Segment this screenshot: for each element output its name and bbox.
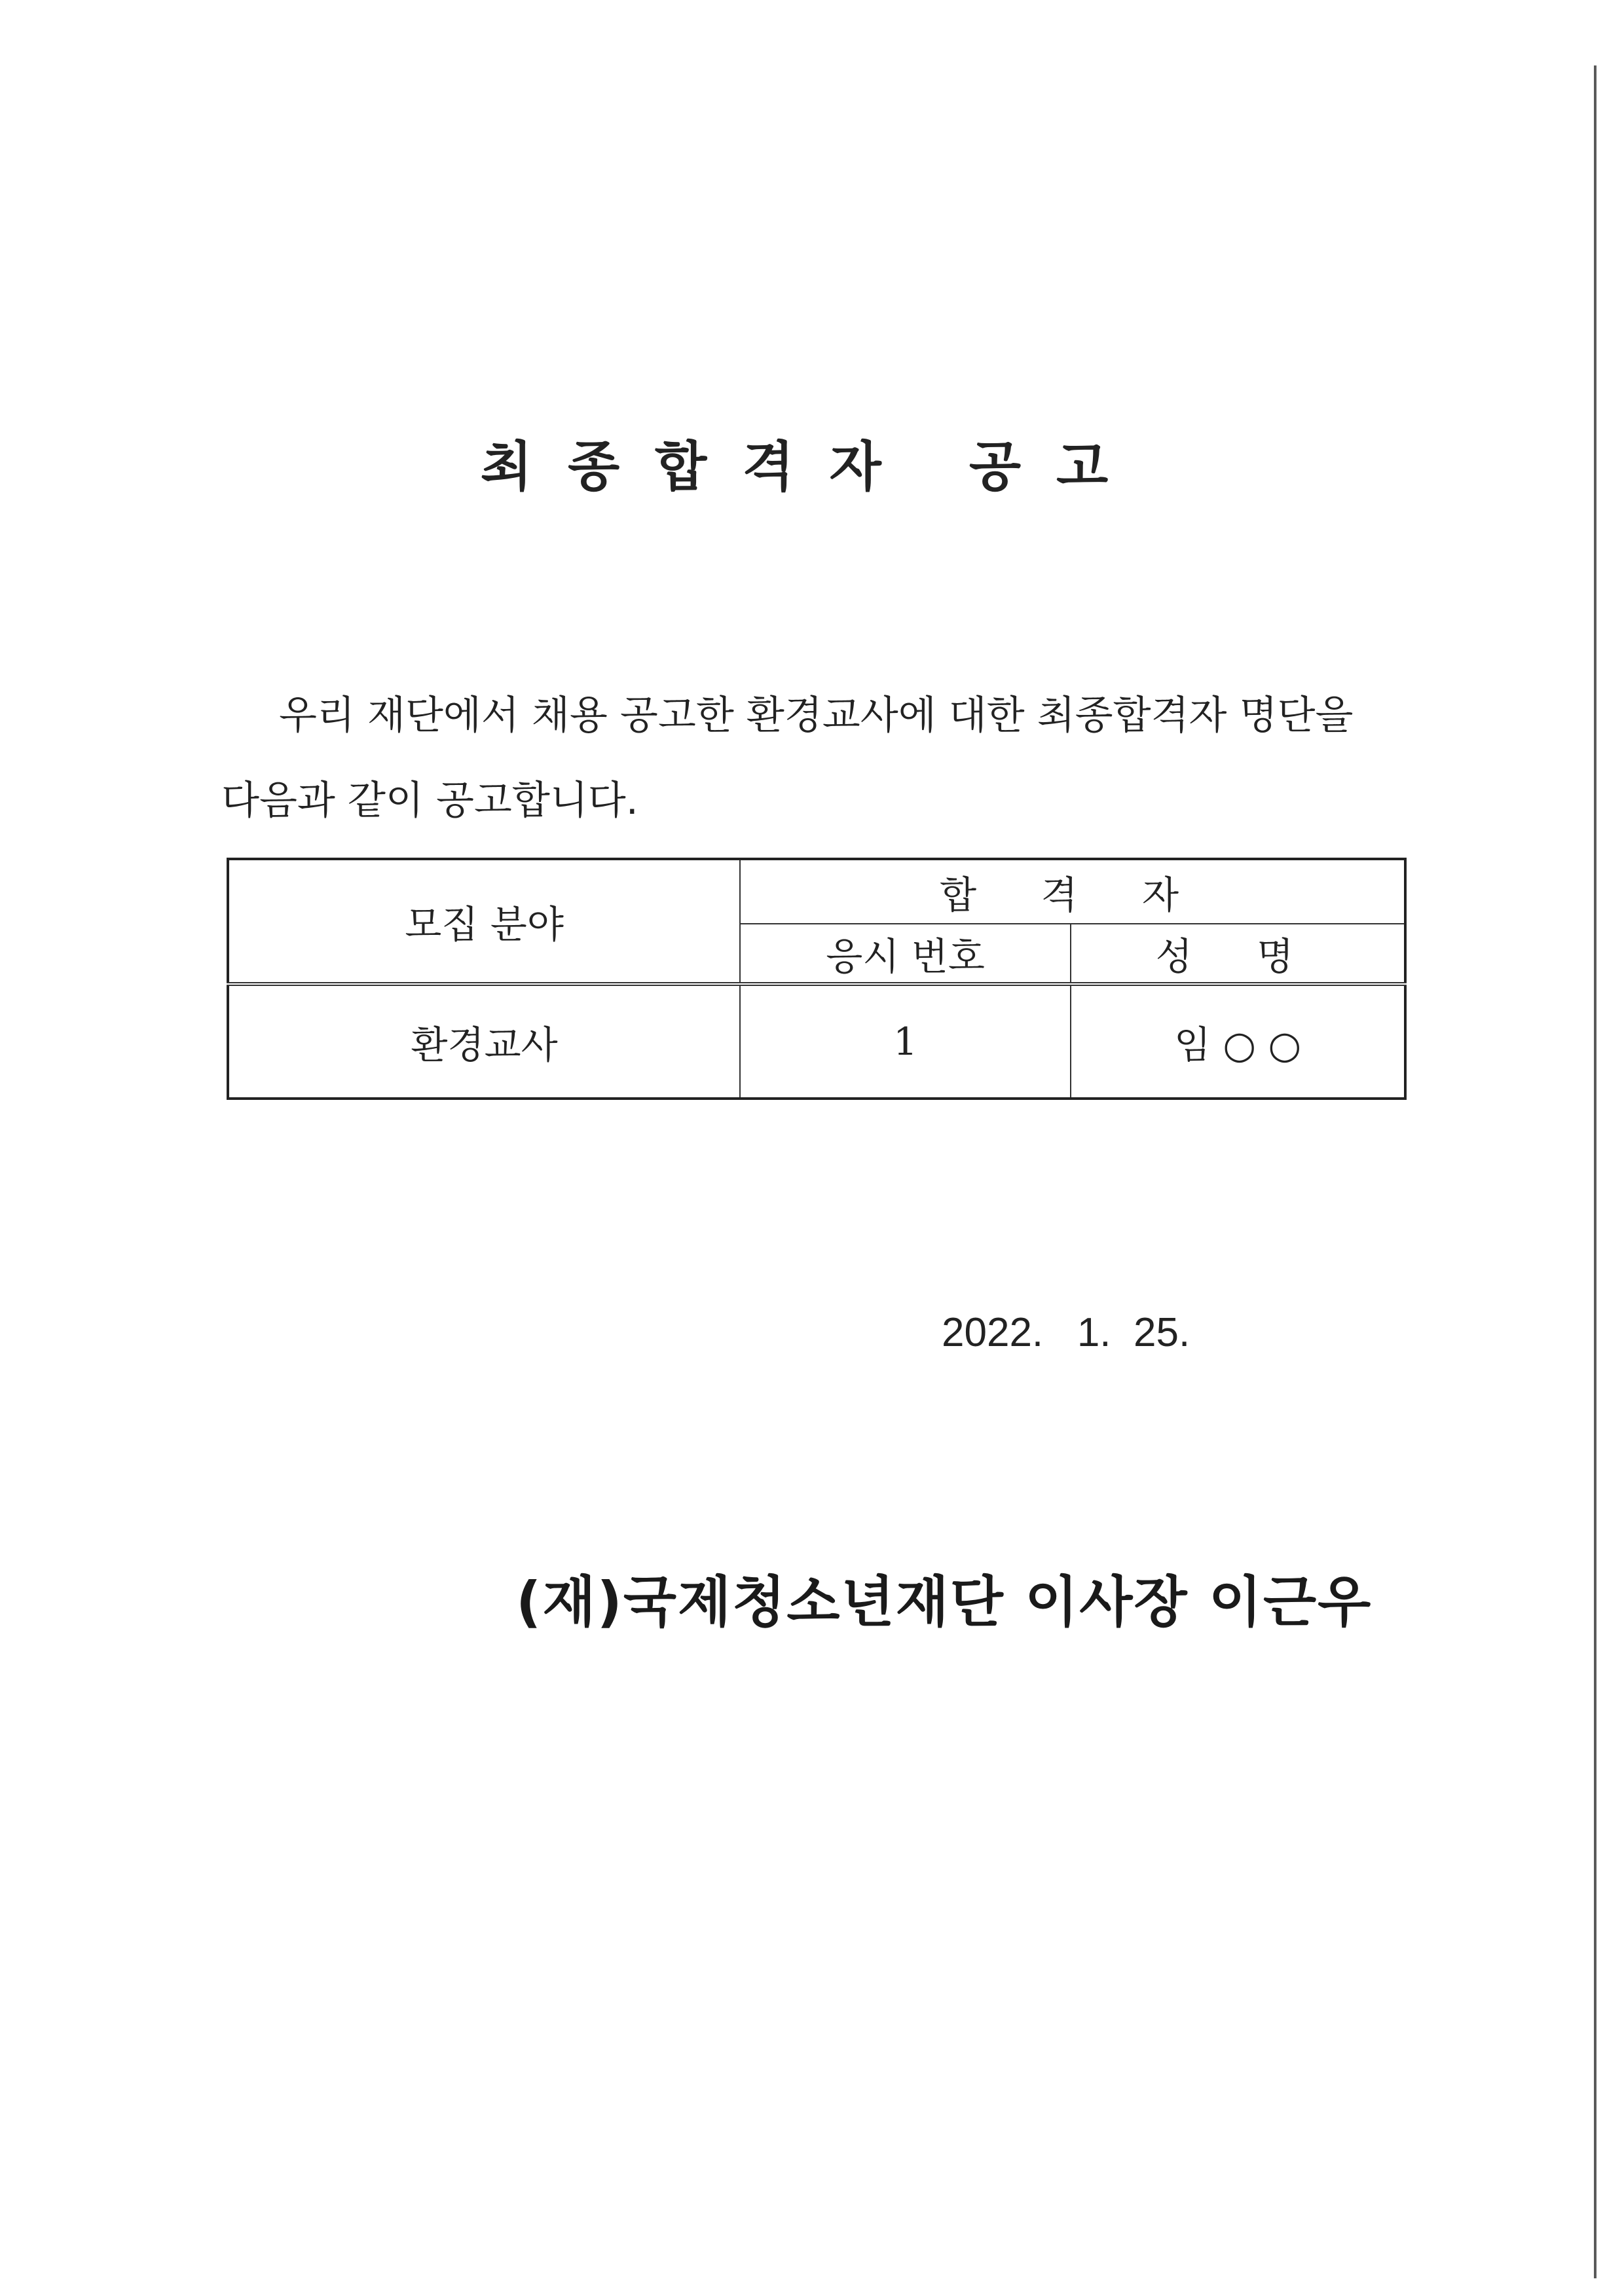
number-header: 응시 번호	[740, 924, 1071, 985]
notice-date: 2022. 1. 25.	[942, 1310, 1190, 1355]
document-title	[0, 424, 1624, 501]
table-header-row	[228, 859, 1405, 924]
issuer-signature: (재)국제청소년재단 이사장 이근우	[516, 1570, 1373, 1634]
scan-edge-line	[1594, 65, 1596, 2278]
name-header: 성 명	[1071, 924, 1405, 985]
row-name: 임 ○ ○	[1071, 984, 1405, 1099]
table-row	[228, 984, 1405, 1099]
title-sub: 공고	[969, 436, 1144, 498]
row-number: 1	[740, 984, 1071, 1099]
intro-line-1: 우리 재단에서 채용 공고한 환경교사에 대한 최종합격자 명단을	[279, 693, 1354, 738]
row-field: 환경교사	[228, 984, 740, 1099]
title-main: 최종합격자	[480, 436, 917, 498]
passers-table	[227, 858, 1407, 1100]
field-header: 모집 분야	[228, 859, 740, 984]
intro-line-2: 다음과 같이 공고합니다.	[221, 778, 638, 824]
intro-paragraph	[221, 673, 1439, 843]
passer-header: 합 격 자	[740, 859, 1405, 924]
